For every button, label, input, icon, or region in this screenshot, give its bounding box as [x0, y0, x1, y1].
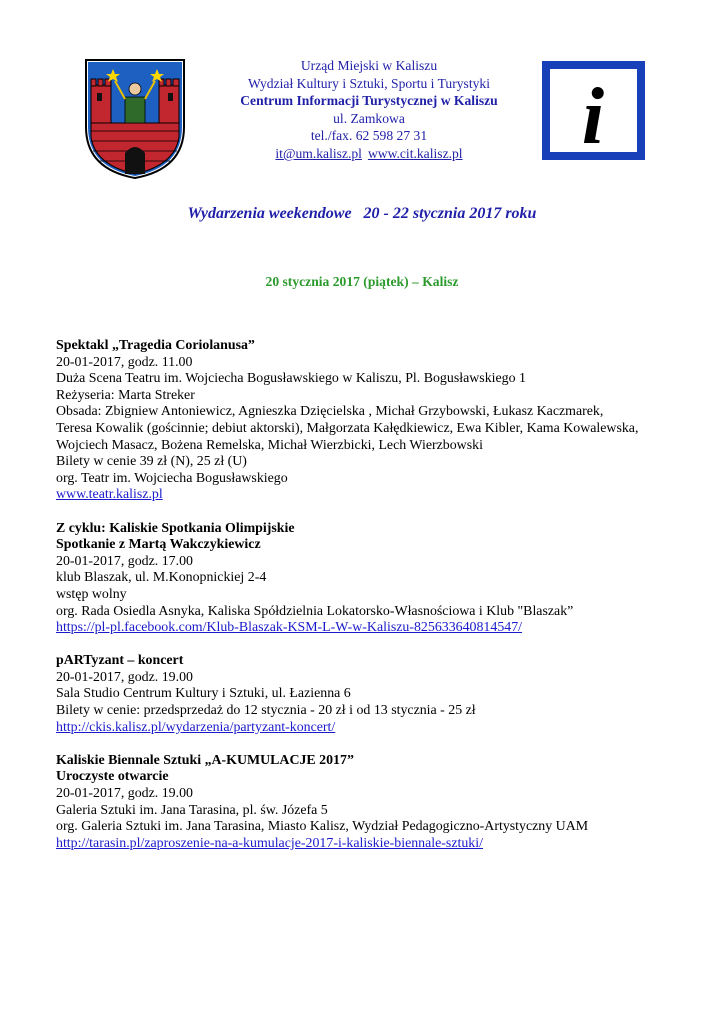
institution-header [200, 57, 538, 163]
event-director: Reżyseria: Marta Streker [56, 387, 195, 403]
event-organizer: org. Teatr im. Wojciecha Bogusławskiego [56, 470, 288, 486]
event-venue: Galeria Sztuki im. Jana Tarasina, pl. św. Józefa 5 [56, 802, 328, 818]
event-item [56, 653, 676, 736]
event-organizer: org. Rada Osiedla Asnyka, Kaliska Spółdzielnia Lokatorsko-Własnościowa i Klub "Blaszak” [56, 603, 574, 619]
kalisz-coat-of-arms-icon [83, 57, 187, 181]
day-heading: 20 stycznia 2017 (piątek) – Kalisz [265, 274, 459, 289]
event-series-title: Z cyklu: Kaliskie Spotkania Olimpijskie [56, 520, 295, 536]
event-item [56, 338, 676, 504]
info-glyph: i [581, 73, 605, 160]
event-date: 20-01-2017, godz. 17.00 [56, 553, 193, 569]
website-link[interactable]: www.cit.kalisz.pl [367, 145, 463, 161]
event-item [56, 521, 676, 637]
header-line-center: Centrum Informacji Turystycznej w Kaliszu [240, 93, 498, 109]
event-title: Spektakl „Tragedia Coriolanusa” [56, 338, 255, 353]
header-contact-links [200, 145, 538, 163]
tourist-information-icon [542, 61, 645, 160]
event-cast-cont: Teresa Kowalik (gościnnie; debiut aktorski), Małgorzata Kałędkiewicz, Ewa Kibler, Kama Kowalewska, [56, 420, 639, 436]
event-organizer: org. Galeria Sztuki im. Jana Tarasina, Miasto Kalisz, Wydział Pedagogiczno-Artystyczny UAM [56, 819, 589, 835]
event-link[interactable]: http://ckis.kalisz.pl/wydarzenia/partyzant-koncert/ [56, 719, 336, 735]
event-tickets: Bilety w cenie: przedsprzedaż do 12 stycznia - 20 zł i od 13 stycznia - 25 zł [56, 703, 476, 719]
event-link[interactable]: http://tarasin.pl/zaproszenie-na-a-kumulacje-2017-i-kaliskie-biennale-sztuki/ [56, 835, 483, 851]
event-title: pARTyzant – koncert [56, 653, 184, 669]
event-date: 20-01-2017, godz. 19.00 [56, 669, 193, 685]
event-venue: Duża Scena Teatru im. Wojciecha Bogusławskiego w Kaliszu, Pl. Bogusławskiego 1 [56, 371, 526, 387]
event-link[interactable]: www.teatr.kalisz.pl [56, 487, 163, 503]
header-line-office: Urząd Miejski w Kaliszu [300, 58, 438, 73]
event-subtitle: Uroczyste otwarcie [56, 769, 169, 785]
event-venue: Sala Studio Centrum Kultury i Sztuki, ul. Łazienna 6 [56, 686, 351, 702]
event-date: 20-01-2017, godz. 19.00 [56, 786, 193, 802]
events-list [56, 338, 676, 869]
event-item [56, 753, 676, 853]
header-line-department: Wydział Kultury i Sztuki, Sportu i Turystyki [248, 75, 490, 91]
event-cast: Obsada: Zbigniew Antoniewicz, Agnieszka Dzięcielska , Michał Grzybowski, Łukasz Kaczmarek, [56, 404, 604, 420]
event-title: Kaliskie Biennale Sztuki „A-KUMULACJE 2017” [56, 752, 354, 768]
event-cast-cont: Wojciech Masacz, Bożena Remelska, Michał Wierzbicki, Lech Wierzbowski [56, 437, 483, 453]
event-link[interactable]: https://pl-pl.facebook.com/Klub-Blaszak-KSM-L-W-w-Kaliszu-825633640814547/ [56, 620, 523, 636]
event-date: 20-01-2017, godz. 11.00 [56, 354, 193, 370]
header-line-address: ul. Zamkowa [333, 110, 405, 126]
header-line-phone: tel./fax. 62 598 27 31 [310, 128, 428, 144]
event-admission: wstęp wolny [56, 586, 127, 602]
email-link[interactable]: it@um.kalisz.pl [275, 145, 362, 161]
event-tickets: Bilety w cenie 39 zł (N), 25 zł (U) [56, 454, 247, 470]
event-venue: klub Blaszak, ul. M.Konopnickiej 2-4 [56, 570, 267, 586]
page-title: Wydarzenia weekendowe 20 - 22 stycznia 2017 roku [187, 205, 537, 222]
event-title: Spotkanie z Martą Wakczykiewicz [56, 537, 261, 553]
